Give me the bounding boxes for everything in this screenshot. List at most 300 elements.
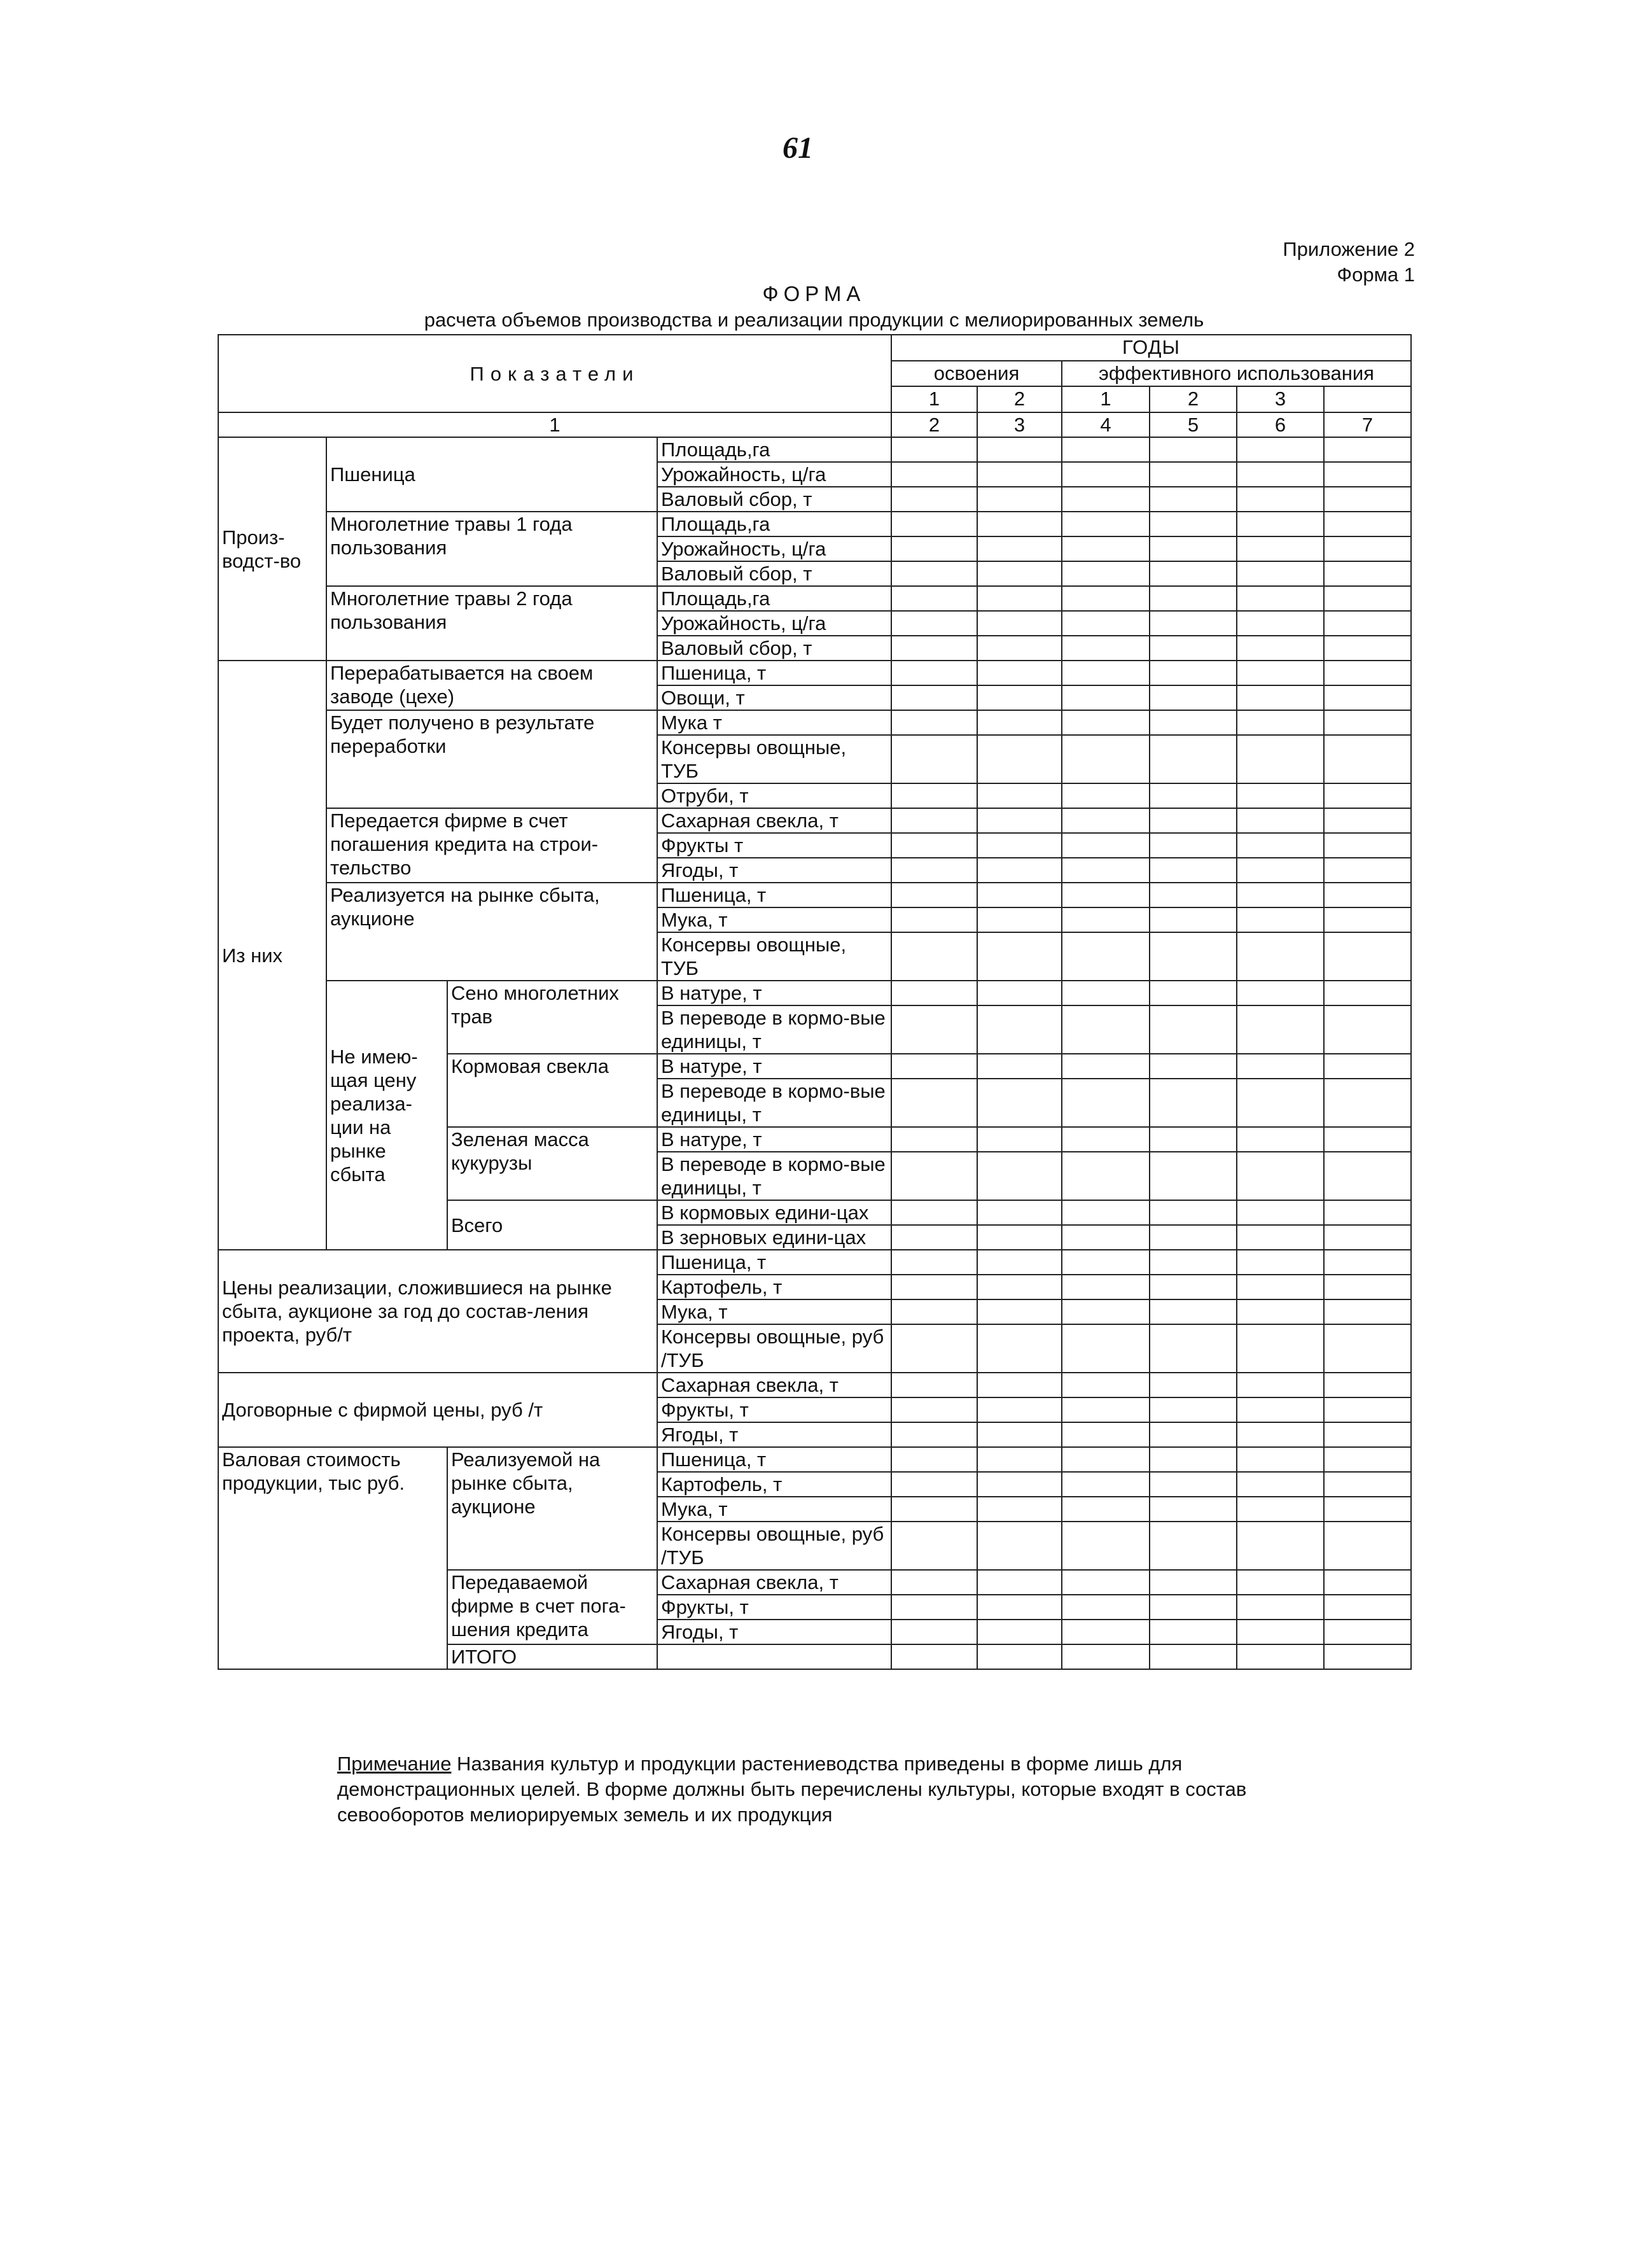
value-cell[interactable] [1324,1054,1411,1079]
col-num: 6 [1237,412,1324,437]
value-cell[interactable] [891,932,977,981]
value-cell[interactable] [891,735,977,783]
value-cell[interactable] [1150,1373,1237,1397]
value-cell[interactable] [1062,1250,1150,1275]
value-cell[interactable] [977,1299,1062,1324]
value-cell[interactable] [891,1397,977,1422]
value-cell[interactable] [1324,1522,1411,1570]
value-cell[interactable] [1062,1275,1150,1299]
value-cell[interactable] [1324,487,1411,512]
value-cell[interactable] [1150,1250,1237,1275]
value-cell[interactable] [1062,1522,1150,1570]
value-cell[interactable] [1150,1054,1237,1079]
value-cell[interactable] [891,1497,977,1522]
value-cell[interactable] [977,661,1062,685]
value-cell[interactable] [1237,808,1324,833]
page-number: 61 [783,131,813,165]
value-cell[interactable] [1062,536,1150,561]
value-cell[interactable] [891,1422,977,1447]
value-cell[interactable] [1062,858,1150,883]
value-cell[interactable] [891,586,977,611]
indicator-label: В переводе в кормо-вые единицы, т [657,1152,891,1200]
header-year-num: 2 [1150,386,1237,412]
value-cell[interactable] [891,1152,977,1200]
value-cell[interactable] [1150,907,1237,932]
value-cell[interactable] [977,1422,1062,1447]
value-cell[interactable] [1324,1225,1411,1250]
value-cell[interactable] [1150,462,1237,487]
value-cell[interactable] [1062,437,1150,462]
value-cell[interactable] [1150,611,1237,636]
value-cell[interactable] [891,661,977,685]
value-cell[interactable] [891,981,977,1005]
value-cell[interactable] [1150,561,1237,586]
value-cell[interactable] [1324,883,1411,907]
value-cell[interactable] [977,1397,1062,1422]
value-cell[interactable] [891,710,977,735]
value-cell[interactable] [1150,1152,1237,1200]
value-cell[interactable] [1324,561,1411,586]
feed-name: Сено многолетних трав [447,981,657,1054]
indicator-label: Валовый сбор, т [657,561,891,586]
value-cell[interactable] [891,1275,977,1299]
header-year-num: 1 [1062,386,1150,412]
value-cell[interactable] [1150,1570,1237,1595]
value-cell[interactable] [1150,710,1237,735]
value-cell[interactable] [1150,1595,1237,1620]
indicator-label: Сахарная свекла, т [657,1373,891,1397]
value-cell[interactable] [1237,1299,1324,1324]
value-cell[interactable] [1324,536,1411,561]
value-cell[interactable] [1237,858,1324,883]
value-cell[interactable] [1150,1079,1237,1127]
value-cell[interactable] [977,1005,1062,1054]
value-cell[interactable] [1237,981,1324,1005]
value-cell[interactable] [1237,561,1324,586]
value-cell[interactable] [1324,437,1411,462]
value-cell[interactable] [891,1472,977,1497]
value-cell[interactable] [1062,1595,1150,1620]
value-cell[interactable] [1324,685,1411,710]
value-cell[interactable] [1150,783,1237,808]
value-cell[interactable] [1324,1397,1411,1422]
value-cell[interactable] [1324,981,1411,1005]
value-cell[interactable] [891,636,977,661]
indicator-label: Фрукты т [657,833,891,858]
crop-name: Многолетние травы 2 года пользования [326,586,657,661]
value-cell[interactable] [891,1620,977,1644]
value-cell[interactable] [1062,710,1150,735]
value-cell[interactable] [1150,1225,1237,1250]
value-cell[interactable] [891,833,977,858]
value-cell[interactable] [891,1079,977,1127]
value-cell[interactable] [1324,661,1411,685]
value-cell[interactable] [1324,1373,1411,1397]
value-cell[interactable] [1237,536,1324,561]
value-cell[interactable] [891,1447,977,1472]
value-cell[interactable] [1237,1225,1324,1250]
value-cell[interactable] [1062,1447,1150,1472]
appendix-line-2: Форма 1 [1337,263,1415,286]
value-cell[interactable] [1150,1447,1237,1472]
value-cell[interactable] [977,1200,1062,1225]
value-cell[interactable] [1062,611,1150,636]
value-cell[interactable] [1062,808,1150,833]
feed-name: Всего [447,1200,657,1250]
value-cell[interactable] [977,611,1062,636]
value-cell[interactable] [1150,735,1237,783]
value-cell[interactable] [1150,883,1237,907]
value-cell[interactable] [1237,661,1324,685]
value-cell[interactable] [1324,586,1411,611]
indicator-label: В зерновых едини-цах [657,1225,891,1250]
value-cell[interactable] [1150,1005,1237,1054]
value-cell[interactable] [1237,1447,1324,1472]
value-cell[interactable] [1150,536,1237,561]
value-cell[interactable] [1237,883,1324,907]
value-cell[interactable] [977,1620,1062,1644]
value-cell[interactable] [1237,907,1324,932]
value-cell[interactable] [1237,1200,1324,1225]
value-cell[interactable] [891,1570,977,1595]
value-cell[interactable] [1324,1595,1411,1620]
value-cell[interactable] [1324,1497,1411,1522]
total-label: ИТОГО [447,1644,657,1669]
value-cell[interactable] [1324,1422,1411,1447]
value-cell[interactable] [977,883,1062,907]
footnote-text: Названия культур и продукции растениеводства приведены в форме лишь для демонстрационных целей. В форме должны быть перечислены культуры, которые входят в состав севооборотов мелиорируемых земель и их продукция [337,1753,1247,1826]
value-cell[interactable] [1150,833,1237,858]
header-year-num: 3 [1237,386,1324,412]
value-cell[interactable] [977,685,1062,710]
indicator-label: Пшеница, т [657,1447,891,1472]
value-cell[interactable] [1237,1079,1324,1127]
value-cell[interactable] [1324,808,1411,833]
value-cell[interactable] [977,808,1062,833]
value-cell[interactable] [1237,932,1324,981]
value-cell[interactable] [891,1005,977,1054]
value-cell[interactable] [977,833,1062,858]
value-cell[interactable] [1324,833,1411,858]
value-cell[interactable] [1324,1200,1411,1225]
value-cell[interactable] [1062,981,1150,1005]
value-cell[interactable] [1237,1127,1324,1152]
indicator-label: Ягоды, т [657,1422,891,1447]
value-cell[interactable] [1324,1447,1411,1472]
value-cell[interactable] [1150,1299,1237,1324]
value-cell[interactable] [1237,1152,1324,1200]
value-cell[interactable] [1150,1200,1237,1225]
value-cell[interactable] [1237,1472,1324,1497]
value-cell[interactable] [1324,1275,1411,1299]
value-cell[interactable] [977,1373,1062,1397]
appendix-label [1283,237,1415,288]
value-cell[interactable] [1062,1422,1150,1447]
value-cell[interactable] [1237,735,1324,783]
value-cell[interactable] [1237,1570,1324,1595]
value-cell[interactable] [1150,932,1237,981]
value-cell[interactable] [1062,1127,1150,1152]
value-cell[interactable] [1237,1644,1324,1669]
value-cell[interactable] [977,783,1062,808]
value-cell[interactable] [1237,1522,1324,1570]
value-cell[interactable] [1324,512,1411,536]
table-row [218,586,1411,611]
value-cell[interactable] [977,1472,1062,1497]
value-cell[interactable] [1150,586,1237,611]
value-cell[interactable] [977,735,1062,783]
value-cell[interactable] [1150,512,1237,536]
value-cell[interactable] [1324,636,1411,661]
value-cell[interactable] [1324,907,1411,932]
value-cell[interactable] [1324,1620,1411,1644]
value-cell[interactable] [1237,586,1324,611]
value-cell[interactable] [1150,487,1237,512]
value-cell[interactable] [1150,1497,1237,1522]
value-cell[interactable] [1062,586,1150,611]
value-cell[interactable] [1237,1595,1324,1620]
indicator-label: Картофель, т [657,1275,891,1299]
value-cell[interactable] [1237,1497,1324,1522]
value-cell[interactable] [977,907,1062,932]
value-cell[interactable] [1150,858,1237,883]
value-cell[interactable] [1324,1005,1411,1054]
value-cell[interactable] [1062,1152,1150,1200]
value-cell[interactable] [1324,783,1411,808]
value-cell[interactable] [1150,1472,1237,1497]
value-cell[interactable] [1062,512,1150,536]
value-cell[interactable] [1150,1644,1237,1669]
value-cell[interactable] [891,1644,977,1669]
indicator-label: В натуре, т [657,1054,891,1079]
value-cell[interactable] [1324,932,1411,981]
value-cell[interactable] [1150,636,1237,661]
value-cell[interactable] [977,462,1062,487]
value-cell[interactable] [1324,1250,1411,1275]
value-cell[interactable] [977,636,1062,661]
value-cell[interactable] [891,512,977,536]
value-cell[interactable] [1150,981,1237,1005]
value-cell[interactable] [1324,1299,1411,1324]
value-cell[interactable] [1324,1324,1411,1373]
value-cell[interactable] [1237,611,1324,636]
value-cell[interactable] [1062,636,1150,661]
value-cell[interactable] [891,437,977,462]
value-cell[interactable] [1062,1644,1150,1669]
value-cell[interactable] [1062,1397,1150,1422]
value-cell[interactable] [891,536,977,561]
value-cell[interactable] [891,1054,977,1079]
value-cell[interactable] [1062,1079,1150,1127]
table-row [218,1250,1411,1275]
value-cell[interactable] [1150,1620,1237,1644]
value-cell[interactable] [1150,685,1237,710]
value-cell[interactable] [977,1079,1062,1127]
value-cell[interactable] [1324,858,1411,883]
value-cell[interactable] [1237,1250,1324,1275]
value-cell[interactable] [891,1373,977,1397]
value-cell[interactable] [1150,661,1237,685]
value-cell[interactable] [891,783,977,808]
value-cell[interactable] [1237,1005,1324,1054]
indicator-label: Картофель, т [657,1472,891,1497]
value-cell[interactable] [1237,1054,1324,1079]
value-cell[interactable] [1062,1324,1150,1373]
value-cell[interactable] [1062,907,1150,932]
value-cell[interactable] [977,932,1062,981]
indicator-label: Ягоды, т [657,1620,891,1644]
value-cell[interactable] [1237,487,1324,512]
value-cell[interactable] [1062,1570,1150,1595]
value-cell[interactable] [977,1152,1062,1200]
value-cell[interactable] [977,1054,1062,1079]
col-num: 2 [891,412,977,437]
header-year-blank [1324,386,1411,412]
value-cell[interactable] [1237,1620,1324,1644]
value-cell[interactable] [1062,1299,1150,1324]
value-cell[interactable] [1237,1373,1324,1397]
value-cell[interactable] [1062,1373,1150,1397]
value-cell[interactable] [1150,1275,1237,1299]
value-cell[interactable] [1062,561,1150,586]
value-cell[interactable] [891,883,977,907]
value-cell[interactable] [1237,833,1324,858]
table-row [218,710,1411,735]
value-cell[interactable] [1062,1005,1150,1054]
value-cell[interactable] [977,1644,1062,1669]
value-cell[interactable] [1062,883,1150,907]
value-cell[interactable] [891,561,977,586]
value-cell[interactable] [1237,512,1324,536]
value-cell[interactable] [1062,1497,1150,1522]
group-production: Произ-водст-во [218,437,326,661]
value-cell[interactable] [1237,437,1324,462]
form-title: ФОРМА [762,282,866,305]
value-cell[interactable] [977,1447,1062,1472]
value-cell[interactable] [891,1595,977,1620]
value-cell[interactable] [977,1127,1062,1152]
value-cell[interactable] [1150,1522,1237,1570]
value-cell[interactable] [1062,661,1150,685]
value-cell[interactable] [977,536,1062,561]
value-cell[interactable] [1324,611,1411,636]
value-cell[interactable] [1062,932,1150,981]
value-cell[interactable] [977,512,1062,536]
value-cell[interactable] [891,808,977,833]
value-cell[interactable] [1062,1054,1150,1079]
value-cell[interactable] [891,858,977,883]
value-cell[interactable] [1062,735,1150,783]
value-cell[interactable] [1324,710,1411,735]
value-cell[interactable] [1324,462,1411,487]
value-cell[interactable] [1062,685,1150,710]
value-cell[interactable] [1237,636,1324,661]
value-cell[interactable] [1150,1397,1237,1422]
value-cell[interactable] [977,1275,1062,1299]
gross-sub-label: Передаваемой фирме в счет пога-шения кредита [447,1570,657,1644]
value-cell[interactable] [1062,1200,1150,1225]
value-cell[interactable] [891,685,977,710]
value-cell[interactable] [1062,783,1150,808]
value-cell[interactable] [1062,833,1150,858]
value-cell[interactable] [1237,1324,1324,1373]
value-cell[interactable] [1237,462,1324,487]
value-cell[interactable] [891,1127,977,1152]
value-cell[interactable] [1150,808,1237,833]
value-cell[interactable] [977,487,1062,512]
value-cell[interactable] [1324,1570,1411,1595]
value-cell[interactable] [1150,1127,1237,1152]
contract-label: Договорные с фирмой цены, руб /т [218,1373,657,1447]
value-cell[interactable] [1324,1644,1411,1669]
header-years: ГОДЫ [891,335,1411,361]
col-num: 5 [1150,412,1237,437]
value-cell[interactable] [977,1595,1062,1620]
value-cell[interactable] [1062,1620,1150,1644]
header-development: освоения [891,361,1062,387]
value-cell[interactable] [1324,1079,1411,1127]
value-cell[interactable] [1237,1275,1324,1299]
value-cell[interactable] [1062,1225,1150,1250]
indicator-label: Мука, т [657,907,891,932]
value-cell[interactable] [891,1324,977,1373]
value-cell[interactable] [891,1225,977,1250]
value-cell[interactable] [891,1299,977,1324]
value-cell[interactable] [1237,685,1324,710]
value-cell[interactable] [977,710,1062,735]
indicator-label: Площадь,га [657,586,891,611]
value-cell[interactable] [891,1522,977,1570]
value-cell[interactable] [977,858,1062,883]
value-cell[interactable] [1324,1127,1411,1152]
value-cell[interactable] [1324,735,1411,783]
value-cell[interactable] [977,1225,1062,1250]
col-num: 4 [1062,412,1150,437]
value-cell[interactable] [1324,1152,1411,1200]
value-cell[interactable] [1062,487,1150,512]
value-cell[interactable] [977,1497,1062,1522]
value-cell[interactable] [1150,1324,1237,1373]
value-cell[interactable] [1062,1472,1150,1497]
value-cell[interactable] [1237,1397,1324,1422]
value-cell[interactable] [977,561,1062,586]
value-cell[interactable] [1324,1472,1411,1497]
indicator-label: В кормовых едини-цах [657,1200,891,1225]
value-cell[interactable] [1237,783,1324,808]
value-cell[interactable] [891,611,977,636]
value-cell[interactable] [891,1200,977,1225]
value-cell[interactable] [977,437,1062,462]
value-cell[interactable] [891,462,977,487]
value-cell[interactable] [977,981,1062,1005]
value-cell[interactable] [977,1522,1062,1570]
indicator-label: Фрукты, т [657,1397,891,1422]
value-cell[interactable] [1237,710,1324,735]
value-cell[interactable] [891,907,977,932]
value-cell[interactable] [977,1324,1062,1373]
value-cell[interactable] [1150,1422,1237,1447]
value-cell[interactable] [1237,1422,1324,1447]
value-cell[interactable] [1150,437,1237,462]
value-cell[interactable] [977,586,1062,611]
indicator-label: Мука, т [657,1497,891,1522]
value-cell[interactable] [977,1570,1062,1595]
value-cell[interactable] [891,1250,977,1275]
form-subtitle: расчета объемов производства и реализации продукции с мелиорированных земель [424,309,1204,331]
value-cell[interactable] [891,487,977,512]
value-cell[interactable] [1062,462,1150,487]
value-cell[interactable] [977,1250,1062,1275]
